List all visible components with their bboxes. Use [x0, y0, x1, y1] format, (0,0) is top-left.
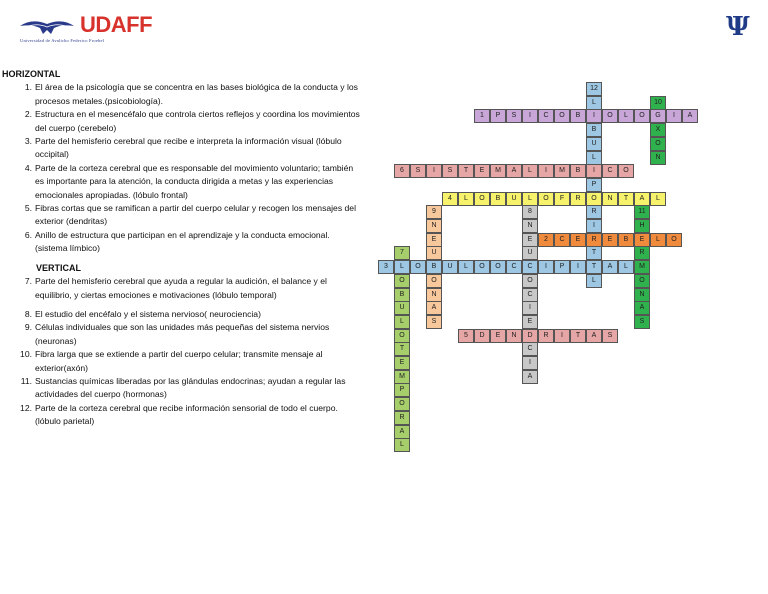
letter-cell: P	[394, 383, 410, 397]
letter-cell: O	[474, 192, 490, 206]
letter-cell: U	[586, 137, 602, 151]
letter-cell: X	[650, 123, 666, 137]
letter-cell: I	[538, 260, 554, 274]
letter-cell: N	[426, 219, 442, 233]
letter-cell: O	[426, 274, 442, 288]
letter-cell: A	[586, 329, 602, 343]
letter-cell: A	[634, 192, 650, 206]
letter-cell: N	[426, 288, 442, 302]
clue-text: Estructura en el mesencéfalo que controla ciertos reflejos y coordina los movimientos del cuerpo (cerebelo)	[35, 109, 360, 133]
logo-text: UDAFF	[80, 12, 153, 37]
letter-cell: T	[618, 192, 634, 206]
letter-cell: C	[522, 342, 538, 356]
clue-text: Parte del hemisferio cerebral que recibe e interpreta la información visual (lóbulo occipital)	[35, 136, 342, 160]
horizontal-title: HORIZONTAL	[2, 69, 61, 79]
letter-cell: A	[682, 109, 698, 123]
letter-cell: S	[506, 109, 522, 123]
letter-cell: N	[650, 151, 666, 165]
letter-cell: I	[522, 356, 538, 370]
letter-cell: M	[490, 164, 506, 178]
clue-number-cell: 9	[426, 205, 442, 219]
clue-number-cell: 1	[474, 109, 490, 123]
letter-cell: E	[522, 315, 538, 329]
clue-number-cell: 2	[538, 233, 554, 247]
letter-cell: R	[538, 329, 554, 343]
letter-cell: O	[634, 274, 650, 288]
letter-cell: N	[634, 288, 650, 302]
letter-cell: I	[538, 164, 554, 178]
letter-cell: U	[442, 260, 458, 274]
letter-cell: I	[554, 329, 570, 343]
letter-cell: O	[538, 192, 554, 206]
letter-cell: L	[650, 233, 666, 247]
letter-cell: A	[506, 164, 522, 178]
letter-cell: S	[410, 164, 426, 178]
clue-number-cell: 5	[458, 329, 474, 343]
letter-cell: O	[586, 192, 602, 206]
clue-text: Parte del hemisferio cerebral que ayuda a regular la audición, el balance y el equilibrio, y ciertas emociones e motivaciones (lóbulo temporal)	[35, 276, 327, 300]
letter-cell: I	[586, 219, 602, 233]
letter-cell: O	[634, 109, 650, 123]
letter-cell: P	[586, 178, 602, 192]
letter-cell: L	[458, 192, 474, 206]
letter-cell: T	[458, 164, 474, 178]
letter-cell: E	[522, 233, 538, 247]
letter-cell: P	[554, 260, 570, 274]
clue-number: 9.	[24, 322, 32, 333]
letter-cell: A	[634, 301, 650, 315]
letter-cell: S	[426, 315, 442, 329]
letter-cell: C	[602, 164, 618, 178]
letter-cell: P	[490, 109, 506, 123]
letter-cell: E	[602, 233, 618, 247]
clue-number: 5.	[24, 203, 32, 214]
clue-text: Parte de la corteza cerebral que es responsable del movimiento voluntario; también es importante para la atención, la conducta dirigida a metas y las experiencias emocionales apropiadas. (lóbulo frontal)	[35, 162, 354, 200]
letter-cell: T	[586, 260, 602, 274]
letter-cell: I	[666, 109, 682, 123]
letter-cell: L	[586, 151, 602, 165]
letter-cell: A	[522, 370, 538, 384]
letter-cell: L	[586, 96, 602, 110]
letter-cell: O	[394, 274, 410, 288]
letter-cell: C	[506, 260, 522, 274]
letter-cell: O	[602, 109, 618, 123]
letter-cell: U	[394, 301, 410, 315]
letter-cell: A	[602, 260, 618, 274]
letter-cell: I	[586, 164, 602, 178]
letter-cell: U	[522, 246, 538, 260]
letter-cell: G	[650, 109, 666, 123]
letter-cell: S	[634, 315, 650, 329]
clue-text: Sustancias químicas liberadas por las glándulas endocrinas; ayudan a regular las actividades del cuerpo (hormonas)	[35, 375, 346, 400]
letter-cell: I	[586, 109, 602, 123]
letter-cell: L	[618, 109, 634, 123]
letter-cell: O	[394, 329, 410, 343]
letter-cell: I	[426, 164, 442, 178]
letter-cell: N	[602, 192, 618, 206]
letter-cell: E	[570, 233, 586, 247]
letter-cell: A	[426, 301, 442, 315]
letter-cell: B	[570, 164, 586, 178]
clue-text: Anillo de estructura que participan en el aprendizaje y la conducta emocional. (sistema límbico)	[35, 229, 330, 254]
letter-cell: I	[570, 260, 586, 274]
letter-cell: O	[410, 260, 426, 274]
clue-text: El estudio del encéfalo y el sistema nervioso( neurociencia)	[35, 308, 261, 319]
letter-cell: T	[586, 246, 602, 260]
letter-cell: E	[634, 233, 650, 247]
letter-cell: L	[522, 192, 538, 206]
letter-cell: L	[394, 260, 410, 274]
letter-cell: R	[634, 246, 650, 260]
letter-cell: L	[394, 315, 410, 329]
clue-text: Fibra larga que se extiende a partir del cuerpo celular; transmite mensaje al exterior(axón)	[35, 349, 323, 373]
clue-number: 11.	[20, 375, 32, 386]
letter-cell: C	[522, 288, 538, 302]
clue-number: 4.	[24, 162, 32, 173]
letter-cell: E	[394, 356, 410, 370]
letter-cell: U	[426, 246, 442, 260]
letter-cell: M	[394, 370, 410, 384]
clue-number-cell: 11	[634, 205, 650, 219]
letter-cell: O	[650, 137, 666, 151]
letter-cell: O	[522, 274, 538, 288]
letter-cell: E	[474, 164, 490, 178]
clue-number-cell: 12	[586, 82, 602, 96]
clue-number: 8.	[24, 308, 32, 319]
letter-cell: R	[570, 192, 586, 206]
letter-cell: F	[554, 192, 570, 206]
clue-number: 7.	[24, 276, 32, 287]
letter-cell: S	[602, 329, 618, 343]
letter-cell: C	[554, 233, 570, 247]
letter-cell: O	[394, 397, 410, 411]
letter-cell: B	[570, 109, 586, 123]
letter-cell: B	[490, 192, 506, 206]
letter-cell: O	[490, 260, 506, 274]
letter-cell: C	[522, 260, 538, 274]
clue-number: 3.	[24, 136, 32, 147]
clue-number: 2.	[24, 109, 32, 120]
clue-text: El área de la psicología que se concentra en las bases biológica de la conducta y los procesos metales.(psicobiología).	[35, 82, 358, 106]
clue-number: 6.	[24, 229, 32, 240]
letter-cell: L	[586, 274, 602, 288]
clue-number-cell: 8	[522, 205, 538, 219]
letter-cell: R	[394, 411, 410, 425]
letter-cell: L	[458, 260, 474, 274]
letter-cell: T	[394, 342, 410, 356]
letter-cell: O	[618, 164, 634, 178]
letter-cell: M	[634, 260, 650, 274]
letter-cell: C	[538, 109, 554, 123]
letter-cell: E	[426, 233, 442, 247]
letter-cell: O	[474, 260, 490, 274]
letter-cell: B	[618, 233, 634, 247]
letter-cell: A	[394, 425, 410, 439]
letter-cell: N	[522, 219, 538, 233]
letter-cell: I	[522, 301, 538, 315]
letter-cell: L	[650, 192, 666, 206]
letter-cell: L	[618, 260, 634, 274]
psi-icon: Ψ	[726, 12, 750, 42]
clue-number-cell: 4	[442, 192, 458, 206]
clue-number: 1.	[24, 82, 32, 93]
clue-number: 12.	[20, 402, 32, 413]
letter-cell: O	[666, 233, 682, 247]
letter-cell: N	[506, 329, 522, 343]
letter-cell: O	[554, 109, 570, 123]
letter-cell: L	[522, 164, 538, 178]
letter-cell: U	[506, 192, 522, 206]
letter-cell: B	[394, 288, 410, 302]
clue-number: 10.	[20, 349, 32, 360]
letter-cell: D	[474, 329, 490, 343]
letter-cell: R	[586, 233, 602, 247]
vertical-title: VERTICAL	[36, 262, 81, 273]
clue-number-cell: 3	[378, 260, 394, 274]
letter-cell: D	[522, 329, 538, 343]
clue-text: Fibras cortas que se ramifican a partir del cuerpo celular y recogen los mensajes del exterior (dendritas)	[35, 203, 356, 227]
letter-cell: H	[634, 219, 650, 233]
letter-cell: S	[442, 164, 458, 178]
letter-cell: B	[586, 123, 602, 137]
clue-number-cell: 7	[394, 246, 410, 260]
letter-cell: B	[426, 260, 442, 274]
letter-cell: T	[570, 329, 586, 343]
clue-number-cell: 6	[394, 164, 410, 178]
letter-cell: R	[586, 205, 602, 219]
letter-cell: M	[554, 164, 570, 178]
logo-subtitle: Universidad de Avalicho Federico Froebel	[20, 38, 105, 43]
clue-text: Células individuales que son las unidades más pequeñas del sistema nervios (neuronas)	[35, 322, 330, 346]
letter-cell: L	[394, 438, 410, 452]
clue-text: Parte de la corteza cerebral que recibe información sensorial de todo el cuerpo. (lóbulo parietal)	[35, 402, 338, 427]
clue-number-cell: 10	[650, 96, 666, 110]
letter-cell: E	[490, 329, 506, 343]
letter-cell: I	[522, 109, 538, 123]
